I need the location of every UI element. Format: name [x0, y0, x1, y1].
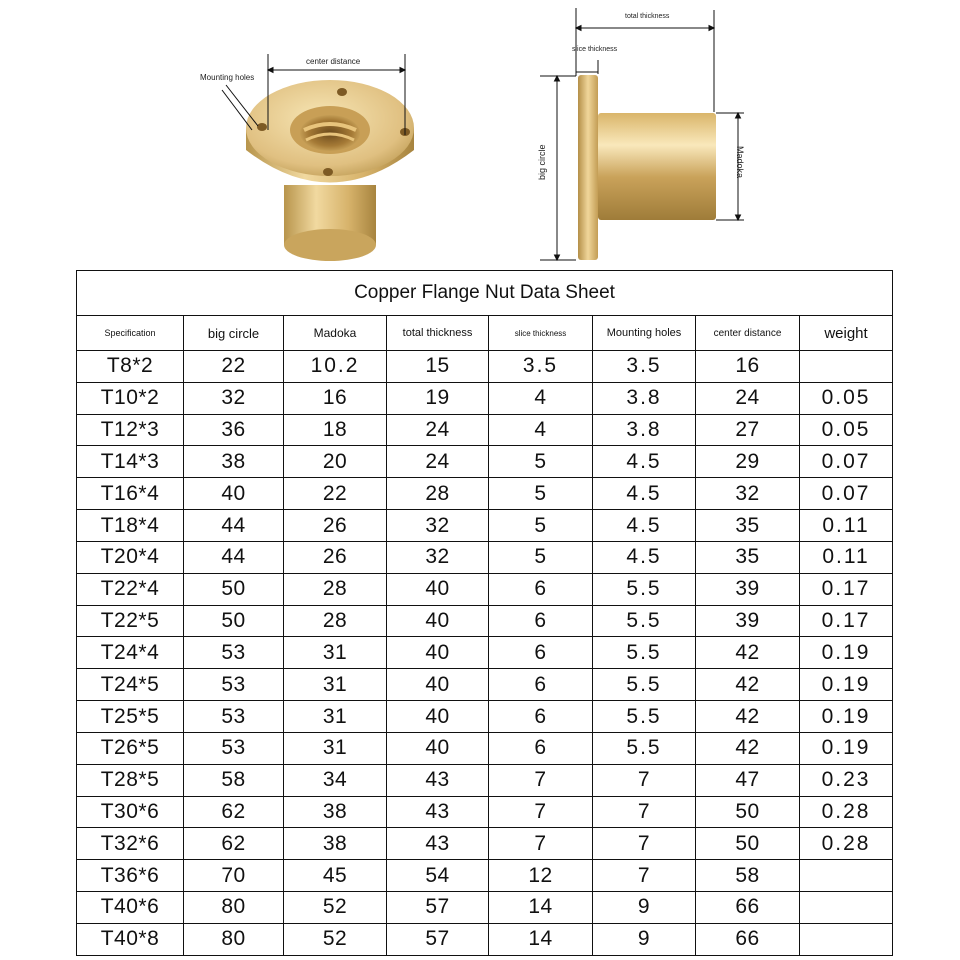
- total-thickness-label: total thickness: [625, 13, 670, 20]
- table-row: [77, 669, 893, 701]
- cell-mounting-holes: 7: [593, 860, 696, 892]
- cell-madoka: 52: [284, 923, 387, 955]
- cell-spec: T25*5: [77, 701, 184, 733]
- cell-weight: 0.19: [800, 732, 893, 764]
- cell-mounting-holes: 5.5: [593, 605, 696, 637]
- flange-nut-side-view: [578, 75, 716, 260]
- header-mounting-holes: Mounting holes: [593, 316, 696, 351]
- cell-slice-thickness: 5: [489, 510, 593, 542]
- cell-spec: T40*8: [77, 923, 184, 955]
- cell-slice-thickness: 6: [489, 701, 593, 733]
- cell-madoka: 45: [284, 860, 387, 892]
- cell-mounting-holes: 7: [593, 828, 696, 860]
- cell-madoka: 38: [284, 828, 387, 860]
- cell-weight: 0.28: [800, 796, 893, 828]
- cell-madoka: 31: [284, 701, 387, 733]
- table-row: [77, 637, 893, 669]
- cell-center-distance: 50: [696, 828, 800, 860]
- table-row: [77, 478, 893, 510]
- table-row: [77, 351, 893, 383]
- cell-center-distance: 66: [696, 892, 800, 924]
- cell-big-circle: 80: [184, 923, 284, 955]
- cell-weight: [800, 351, 893, 383]
- cell-weight: 0.19: [800, 637, 893, 669]
- cell-weight: 0.17: [800, 605, 893, 637]
- cell-madoka: 16: [284, 382, 387, 414]
- table-row: [77, 510, 893, 542]
- cell-slice-thickness: 7: [489, 796, 593, 828]
- cell-mounting-holes: 5.5: [593, 732, 696, 764]
- cell-center-distance: 24: [696, 382, 800, 414]
- cell-weight: 0.07: [800, 478, 893, 510]
- cell-big-circle: 53: [184, 701, 284, 733]
- cell-spec: T28*5: [77, 764, 184, 796]
- cell-slice-thickness: 4: [489, 414, 593, 446]
- cell-slice-thickness: 6: [489, 732, 593, 764]
- big-circle-label: big circle: [537, 144, 547, 180]
- cell-center-distance: 35: [696, 541, 800, 573]
- cell-slice-thickness: 3.5: [489, 351, 593, 383]
- cell-center-distance: 58: [696, 860, 800, 892]
- table-row: [77, 541, 893, 573]
- cell-center-distance: 47: [696, 764, 800, 796]
- cell-total-thickness: 19: [387, 382, 489, 414]
- table-body: [77, 351, 893, 956]
- cell-spec: T36*6: [77, 860, 184, 892]
- cell-madoka: 18: [284, 414, 387, 446]
- cell-madoka: 31: [284, 669, 387, 701]
- table-title: Copper Flange Nut Data Sheet: [77, 271, 893, 316]
- cell-big-circle: 50: [184, 573, 284, 605]
- table-row: [77, 892, 893, 924]
- cell-total-thickness: 15: [387, 351, 489, 383]
- table-row: [77, 796, 893, 828]
- cell-mounting-holes: 5.5: [593, 573, 696, 605]
- cell-center-distance: 42: [696, 669, 800, 701]
- cell-weight: 0.19: [800, 701, 893, 733]
- cell-total-thickness: 54: [387, 860, 489, 892]
- flange-nut-illustration: [0, 0, 960, 270]
- cell-slice-thickness: 14: [489, 892, 593, 924]
- header-slice-thickness: slice thickness: [489, 316, 593, 351]
- cell-mounting-holes: 4.5: [593, 478, 696, 510]
- header-center-distance: center distance: [696, 316, 800, 351]
- cell-madoka: 38: [284, 796, 387, 828]
- cell-mounting-holes: 5.5: [593, 637, 696, 669]
- cell-spec: T30*6: [77, 796, 184, 828]
- header-total-thickness: total thickness: [387, 316, 489, 351]
- cell-madoka: 10.2: [284, 351, 387, 383]
- cell-weight: 0.28: [800, 828, 893, 860]
- cell-slice-thickness: 5: [489, 446, 593, 478]
- cell-spec: T32*6: [77, 828, 184, 860]
- cell-center-distance: 42: [696, 732, 800, 764]
- cell-weight: 0.23: [800, 764, 893, 796]
- table-row: [77, 573, 893, 605]
- mounting-holes-label: Mounting holes: [200, 73, 255, 82]
- cell-center-distance: 50: [696, 796, 800, 828]
- cell-total-thickness: 40: [387, 605, 489, 637]
- madoka-label: Madoka: [735, 146, 745, 179]
- cell-big-circle: 50: [184, 605, 284, 637]
- cell-madoka: 34: [284, 764, 387, 796]
- cell-big-circle: 53: [184, 669, 284, 701]
- cell-big-circle: 62: [184, 796, 284, 828]
- table-row: [77, 605, 893, 637]
- cell-total-thickness: 24: [387, 446, 489, 478]
- flange-nut-perspective: [246, 80, 414, 261]
- cell-spec: T24*5: [77, 669, 184, 701]
- cell-center-distance: 39: [696, 605, 800, 637]
- cell-big-circle: 44: [184, 541, 284, 573]
- cell-slice-thickness: 7: [489, 828, 593, 860]
- cell-big-circle: 38: [184, 446, 284, 478]
- cell-spec: T10*2: [77, 382, 184, 414]
- cell-madoka: 28: [284, 605, 387, 637]
- cell-weight: 0.05: [800, 414, 893, 446]
- table-row: [77, 446, 893, 478]
- cell-mounting-holes: 7: [593, 764, 696, 796]
- cell-mounting-holes: 5.5: [593, 701, 696, 733]
- cell-madoka: 26: [284, 510, 387, 542]
- cell-big-circle: 53: [184, 637, 284, 669]
- cell-slice-thickness: 6: [489, 573, 593, 605]
- header-specification: Specification: [77, 316, 184, 351]
- cell-weight: 0.05: [800, 382, 893, 414]
- cell-slice-thickness: 5: [489, 478, 593, 510]
- cell-big-circle: 40: [184, 478, 284, 510]
- cell-total-thickness: 40: [387, 732, 489, 764]
- cell-spec: T26*5: [77, 732, 184, 764]
- cell-slice-thickness: 7: [489, 764, 593, 796]
- product-diagram: [0, 0, 960, 270]
- cell-weight: [800, 923, 893, 955]
- table-row: [77, 414, 893, 446]
- cell-center-distance: 66: [696, 923, 800, 955]
- cell-madoka: 20: [284, 446, 387, 478]
- cell-mounting-holes: 9: [593, 923, 696, 955]
- cell-big-circle: 44: [184, 510, 284, 542]
- cell-weight: [800, 892, 893, 924]
- cell-total-thickness: 28: [387, 478, 489, 510]
- cell-madoka: 22: [284, 478, 387, 510]
- cell-center-distance: 42: [696, 637, 800, 669]
- cell-mounting-holes: 4.5: [593, 446, 696, 478]
- cell-total-thickness: 32: [387, 510, 489, 542]
- table-row: [77, 923, 893, 955]
- cell-slice-thickness: 12: [489, 860, 593, 892]
- cell-center-distance: 32: [696, 478, 800, 510]
- table-row: [77, 382, 893, 414]
- cell-slice-thickness: 6: [489, 605, 593, 637]
- table-row: [77, 764, 893, 796]
- cell-madoka: 31: [284, 732, 387, 764]
- cell-total-thickness: 43: [387, 828, 489, 860]
- table-row: [77, 828, 893, 860]
- cell-big-circle: 58: [184, 764, 284, 796]
- cell-center-distance: 39: [696, 573, 800, 605]
- cell-spec: T14*3: [77, 446, 184, 478]
- cell-total-thickness: 40: [387, 701, 489, 733]
- cell-spec: T24*4: [77, 637, 184, 669]
- cell-total-thickness: 57: [387, 923, 489, 955]
- cell-big-circle: 53: [184, 732, 284, 764]
- cell-weight: [800, 860, 893, 892]
- cell-total-thickness: 57: [387, 892, 489, 924]
- cell-madoka: 28: [284, 573, 387, 605]
- cell-mounting-holes: 3.8: [593, 382, 696, 414]
- cell-slice-thickness: 4: [489, 382, 593, 414]
- cell-mounting-holes: 4.5: [593, 510, 696, 542]
- cell-big-circle: 22: [184, 351, 284, 383]
- cell-center-distance: 29: [696, 446, 800, 478]
- cell-big-circle: 32: [184, 382, 284, 414]
- cell-spec: T20*4: [77, 541, 184, 573]
- cell-weight: 0.07: [800, 446, 893, 478]
- cell-center-distance: 42: [696, 701, 800, 733]
- cell-mounting-holes: 7: [593, 796, 696, 828]
- cell-total-thickness: 40: [387, 573, 489, 605]
- cell-mounting-holes: 9: [593, 892, 696, 924]
- cell-weight: 0.11: [800, 510, 893, 542]
- cell-big-circle: 80: [184, 892, 284, 924]
- cell-spec: T18*4: [77, 510, 184, 542]
- cell-total-thickness: 32: [387, 541, 489, 573]
- cell-total-thickness: 24: [387, 414, 489, 446]
- cell-big-circle: 36: [184, 414, 284, 446]
- cell-madoka: 52: [284, 892, 387, 924]
- cell-mounting-holes: 5.5: [593, 669, 696, 701]
- cell-spec: T22*5: [77, 605, 184, 637]
- cell-center-distance: 16: [696, 351, 800, 383]
- cell-spec: T12*3: [77, 414, 184, 446]
- cell-total-thickness: 40: [387, 669, 489, 701]
- cell-madoka: 26: [284, 541, 387, 573]
- slice-thickness-label: slice thickness: [572, 46, 618, 53]
- cell-mounting-holes: 3.5: [593, 351, 696, 383]
- table-row: [77, 732, 893, 764]
- cell-slice-thickness: 6: [489, 637, 593, 669]
- table-row: [77, 860, 893, 892]
- cell-total-thickness: 40: [387, 637, 489, 669]
- data-sheet-table: [76, 270, 893, 956]
- header-big-circle: big circle: [184, 316, 284, 351]
- cell-weight: 0.17: [800, 573, 893, 605]
- cell-spec: T22*4: [77, 573, 184, 605]
- center-distance-label: center distance: [306, 57, 361, 66]
- header-madoka: Madoka: [284, 316, 387, 351]
- cell-total-thickness: 43: [387, 764, 489, 796]
- header-weight: weight: [800, 316, 893, 351]
- cell-big-circle: 70: [184, 860, 284, 892]
- header-row: [77, 316, 893, 351]
- cell-spec: T16*4: [77, 478, 184, 510]
- cell-spec: T40*6: [77, 892, 184, 924]
- cell-spec: T8*2: [77, 351, 184, 383]
- cell-slice-thickness: 5: [489, 541, 593, 573]
- cell-center-distance: 35: [696, 510, 800, 542]
- cell-weight: 0.19: [800, 669, 893, 701]
- cell-mounting-holes: 4.5: [593, 541, 696, 573]
- cell-weight: 0.11: [800, 541, 893, 573]
- cell-slice-thickness: 6: [489, 669, 593, 701]
- table-row: [77, 701, 893, 733]
- cell-big-circle: 62: [184, 828, 284, 860]
- cell-slice-thickness: 14: [489, 923, 593, 955]
- cell-madoka: 31: [284, 637, 387, 669]
- cell-center-distance: 27: [696, 414, 800, 446]
- cell-total-thickness: 43: [387, 796, 489, 828]
- cell-mounting-holes: 3.8: [593, 414, 696, 446]
